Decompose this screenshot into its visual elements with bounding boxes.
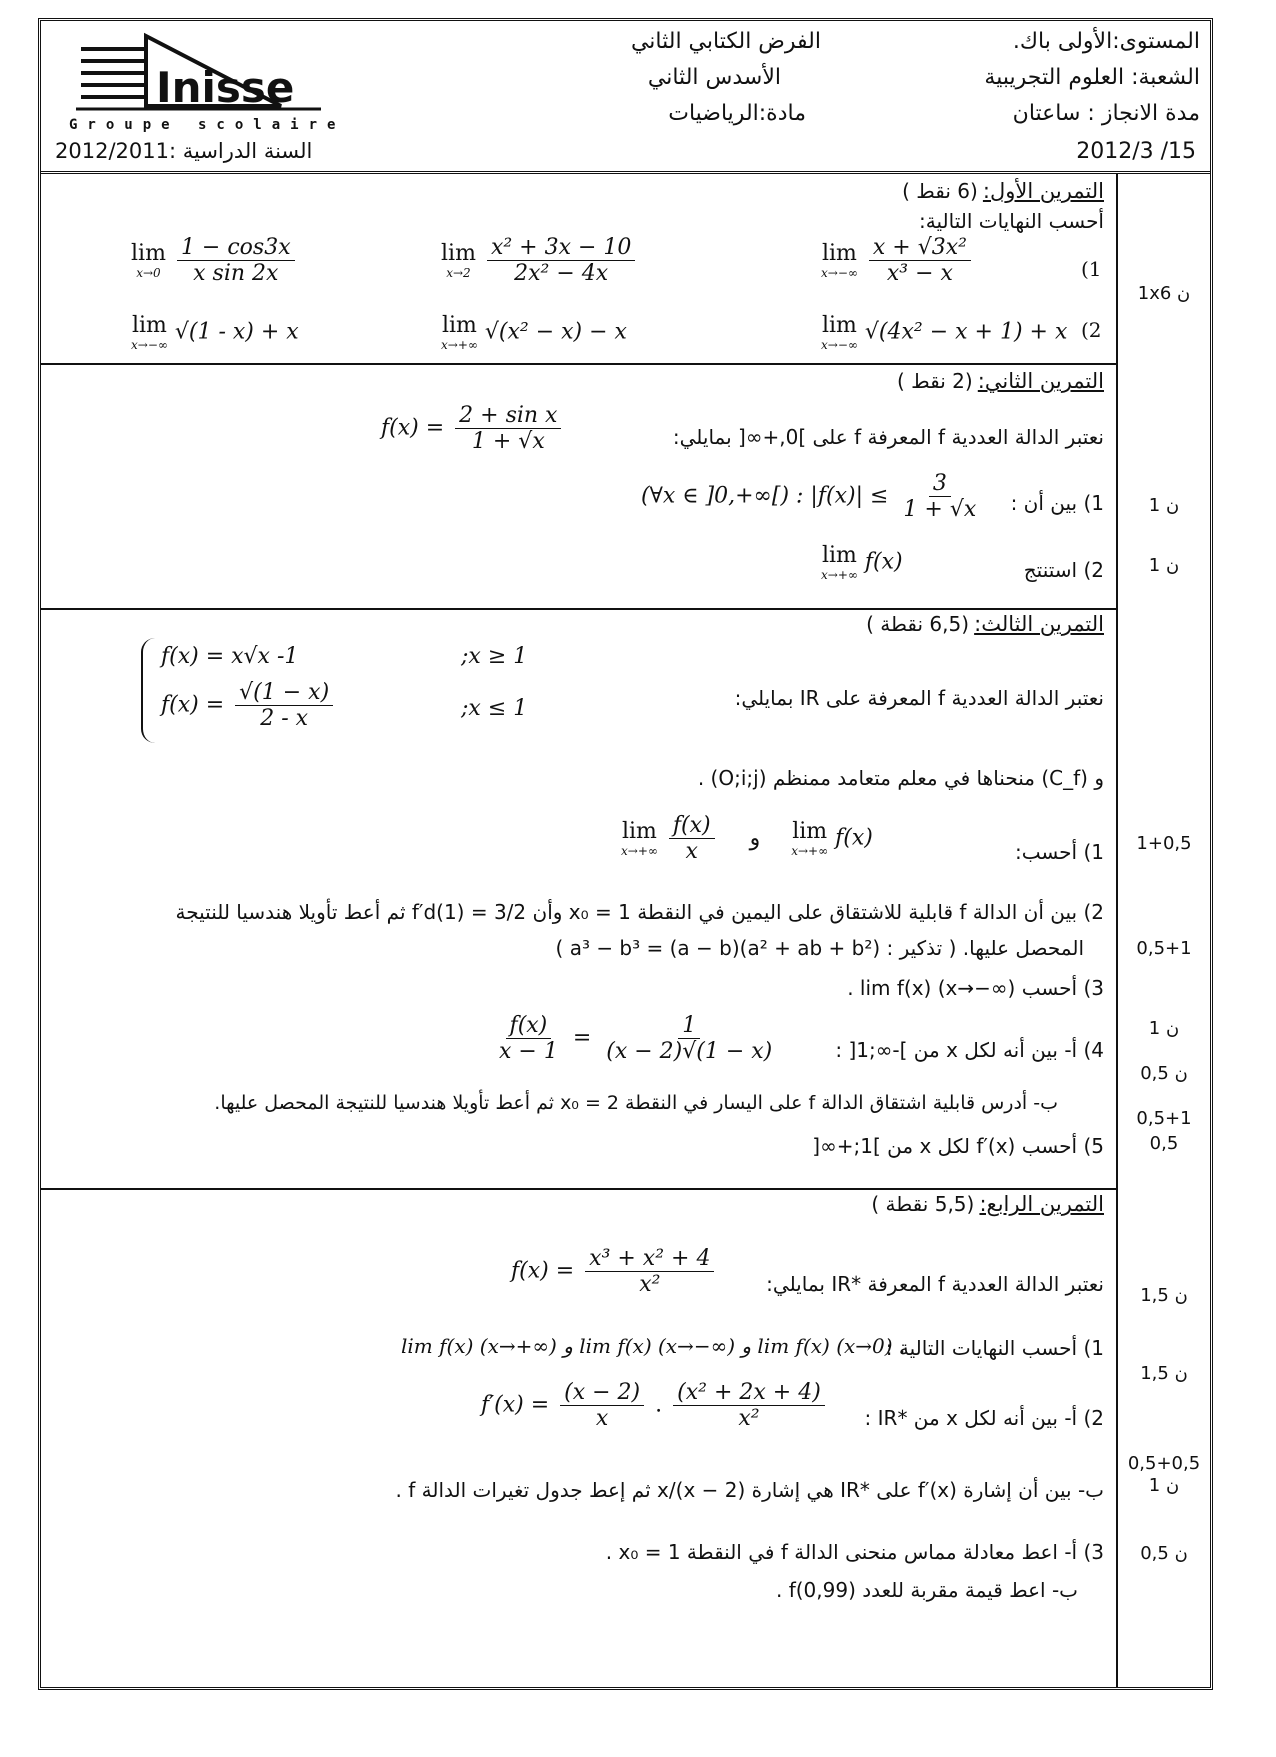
frac-num: 3 <box>929 471 951 497</box>
exam-date: 2012/3 /15 <box>1076 139 1196 164</box>
semester: الأسدس الثاني <box>647 65 781 90</box>
lim-expr: f(x) <box>835 825 873 851</box>
ex2-function <box>381 403 565 454</box>
lim-sub: x→0 <box>136 266 161 280</box>
ex3-curve: و (C_f) منحناها في معلم متعامد ممنظم (O;i;j) . <box>697 766 1104 790</box>
frac-num: √(1 − x) <box>235 680 333 706</box>
ex3-q1: 1) أحسب: <box>1014 840 1104 864</box>
ex3-q4a: 4) أ- بين أنه لكل x من ]-∞;1[ : <box>835 1038 1104 1062</box>
frac-den: 1 + √x <box>471 429 545 454</box>
frac-num: (x − 2) <box>560 1380 644 1406</box>
ex3-q2-line1: 2) بين أن الدالة f قابلية للاشتقاق على اليمين في النقطة x₀ = 1 وأن f′d(1) = 3/2 ثم أعط تأويلا هندسيا للنتيجة <box>175 900 1104 924</box>
header <box>41 21 1210 174</box>
duration: مدة الانجاز : ساعتان <box>1012 101 1200 126</box>
frac-den: x² <box>738 1406 760 1431</box>
frac-den: (x − 2)√(1 − x) <box>606 1039 773 1064</box>
exercise-2 <box>41 363 1118 610</box>
ex1-limit-2 <box>441 235 639 286</box>
frac-num: x² + 3x − 10 <box>487 235 635 261</box>
ex4-intro-score: 1,5 ن <box>1140 1285 1188 1306</box>
ex3-q3-score: 1 ن <box>1148 1018 1180 1039</box>
frac-num: f(x) <box>669 813 715 839</box>
exercise-3 <box>41 608 1118 1190</box>
frac-num: x³ + x² + 4 <box>585 1246 714 1272</box>
lim-sub: x→−∞ <box>131 338 168 352</box>
ex3-intro: نعتبر الدالة العددية f المعرفة على IR بمايلي: <box>734 686 1104 710</box>
ex1-row1-number: (1 <box>1081 257 1102 281</box>
frac-den: 2x² − 4x <box>514 261 609 286</box>
ex3-case2-cond: ;x ≤ 1 <box>461 696 528 721</box>
ex2-q1-score: 1 ن <box>1148 495 1180 516</box>
lim-sub: x→−∞ <box>821 266 858 280</box>
lim-text: lim <box>441 241 476 266</box>
exercise-4 <box>41 1188 1118 1688</box>
ex3-heading <box>866 612 1104 636</box>
frac-num: 1 − cos3x <box>177 235 295 261</box>
ex3-q3: 3) أحسب lim f(x) (x→−∞) . <box>847 976 1104 1000</box>
lim-text: lim <box>821 241 857 266</box>
ex1-instruction: أحسب النهايات التالية: <box>919 209 1104 233</box>
lim-text: lim <box>821 543 857 568</box>
ex4-title: التمرين الرابع: <box>979 1192 1104 1216</box>
subject: مادة:الرياضيات <box>668 101 806 126</box>
ex3-q4a-math: $\frac{f(x)}{x - 1}$ = $\frac{1}{(x - 2)√(1 - x)}$ <box>491 1013 780 1064</box>
frac-num: x + √3x² <box>869 235 971 261</box>
lim-text: lim <box>621 819 657 844</box>
case2-lhs: f(x) = <box>161 692 225 718</box>
ex3-q5-score: 0,5 <box>1149 1133 1179 1154</box>
ex3-case1: f(x) = x√x -1 <box>161 644 299 669</box>
ex2-heading <box>897 369 1104 393</box>
lim-text: lim <box>131 313 167 338</box>
ex1-row2-number: (2 <box>1081 318 1102 342</box>
ex2-q2-score: 1 ن <box>1148 555 1180 576</box>
ex1-limit-5 <box>441 313 627 352</box>
ex2-q2: 2) استنتج <box>1023 558 1104 582</box>
lim-expr: f(x) <box>864 549 903 575</box>
ex3-case1-cond: ;x ≥ 1 <box>461 644 528 669</box>
frac-num: f(x) <box>506 1013 552 1039</box>
ex4-q1: 1) أحسب النهايات التالية : <box>885 1336 1104 1360</box>
ex2-title: التمرين الثاني: <box>977 369 1104 393</box>
ex2-q2-math <box>821 543 903 582</box>
frac-den: 1 + √x <box>903 497 977 522</box>
ex4-q2a: 2) أ- بين أنه لكل x من *IR : <box>864 1406 1104 1430</box>
lim-text: lim <box>441 313 477 338</box>
ex2-q1-math <box>641 471 984 522</box>
ex4-q2a-math: f′(x) = $\frac{(x - 2)}{x}$ . $\frac{\text{(x² + 2x + 4)}}{\text{x²}}$ <box>481 1380 829 1431</box>
ex1-limit-1 <box>821 235 975 286</box>
ex4-heading <box>871 1192 1104 1216</box>
ex1-points: (6 نقط ) <box>902 179 978 203</box>
and-word: و <box>749 825 761 851</box>
ex4-q2a-score: 1,5 ن <box>1140 1363 1188 1384</box>
ex4-q1-lims: lim f(x) (x→+∞) و lim f(x) (x→−∞) و lim f(x) (x→0) . <box>401 1334 906 1358</box>
frac-den: x <box>685 839 698 864</box>
ex4-q2b: ب- بين أن إشارة f′(x) على *IR هي إشارة (x − 2)/x ثم إعط جدول تغيرات الدالة f . <box>395 1478 1104 1502</box>
frac-num: 1 <box>678 1013 700 1039</box>
ex4-points: (5,5 نقطة ) <box>871 1192 975 1216</box>
ex4-function <box>511 1246 718 1297</box>
lim-text: lim <box>792 819 828 844</box>
ex4-q3b: ب- اعط قيمة مقربة للعدد f(0,99) . <box>775 1578 1078 1602</box>
school-subtitle: Groupe scolaire <box>69 117 346 133</box>
lim-sub: x→−∞ <box>821 338 858 352</box>
ex1-limit-6 <box>131 313 299 352</box>
school-year: السنة الدراسية :2012/2011 <box>55 139 313 163</box>
lim-expr: √(1 - x) + x <box>174 319 299 345</box>
lim-sub: x→2 <box>446 266 471 280</box>
ex3-q1-math <box>621 813 873 864</box>
q1-expr: (∀x ∈ ]0,+∞[) : |f(x)| ≤ <box>641 483 889 509</box>
ex3-q1-score: 1+0,5 <box>1136 833 1192 854</box>
frac-den: x − 1 <box>499 1039 558 1064</box>
level: المستوى:الأولى باك. <box>1012 29 1200 54</box>
lim-sub: x→+∞ <box>441 338 478 352</box>
ex3-points: (6,5 نقطة ) <box>866 612 970 636</box>
ex3-q4b: ب- أدرس قابلية اشتقاق الدالة f على اليسار في النقطة x₀ = 2 ثم أعط تأويلا هندسيا للنتيجة المحصل عليها. <box>214 1092 1058 1114</box>
lim-sub: x→+∞ <box>791 844 829 858</box>
ex3-q5: 5) أحسب f′(x) لكل x من ]1;+∞[ <box>812 1134 1104 1158</box>
lim-expr: √(4x² − x + 1) + x <box>864 319 1068 345</box>
ex2-points: (2 نقط ) <box>896 369 973 393</box>
frac-num: (x² + 2x + 4) <box>673 1380 825 1406</box>
ex3-case2 <box>161 680 337 731</box>
school-name: Inisse <box>156 63 295 112</box>
branch: الشعبة: العلوم التجريبية <box>984 65 1200 90</box>
frac-den: x² <box>639 1272 661 1297</box>
ex4-q3a: 3) أ- اعط معادلة مماس منحنى الدالة f في النقطة x₀ = 1 . <box>605 1540 1104 1564</box>
lim-text: lim <box>131 241 166 266</box>
frac-den: x sin 2x <box>193 261 279 286</box>
ex2-q1: 1) بين أن : <box>1010 491 1104 515</box>
ex4-q2b-score: 0,5+0,5 <box>1127 1453 1201 1474</box>
ex3-q4a-score: 0,5 ن <box>1140 1063 1188 1084</box>
frac-num: 2 + sin x <box>455 403 561 429</box>
exercise-1 <box>41 173 1118 365</box>
ex3-q4b-score: 0,5+1 <box>1136 1108 1192 1129</box>
ex1-limit-4 <box>821 313 1067 352</box>
ex3-q2-score: 0,5+1 <box>1136 938 1192 959</box>
func-lhs: f(x) = <box>511 1258 575 1284</box>
ex1-limit-3 <box>131 235 299 286</box>
page-frame <box>38 18 1213 1690</box>
ex2-intro: نعتبر الدالة العددية f المعرفة f على ]0,+∞[ بمايلي: <box>672 425 1104 449</box>
ex4-q3a-score: 0,5 ن <box>1140 1543 1188 1564</box>
frac-den: x <box>595 1406 609 1431</box>
ex4-intro: نعتبر الدالة العددية f المعرفة *IR بمايلي: <box>766 1272 1104 1296</box>
lim-sub: x→+∞ <box>621 844 658 858</box>
ex3-title: التمرين الثالث: <box>974 612 1104 636</box>
exam-body <box>41 173 1210 1687</box>
lim-expr: √(x² − x) − x <box>484 319 627 345</box>
ex1-heading <box>902 179 1104 203</box>
ex1-score: 1x6 ن <box>1137 283 1191 304</box>
exam-title: الفرض الكتابي الثاني <box>630 29 821 54</box>
frac-den: x³ − x <box>886 261 953 286</box>
deriv-lhs: f′(x) = <box>481 1392 550 1418</box>
ex1-title: التمرين الأول: <box>982 179 1104 203</box>
lim-sub: x→+∞ <box>821 568 858 582</box>
frac-den: 2 - x <box>260 706 309 731</box>
ex3-q2-line2: المحصل عليها. ( تذكير : a³ − b³ = (a − b)(a² + ab + b²) ) <box>555 936 1084 960</box>
ex4-q2b-score-2: 1 ن <box>1148 1475 1180 1496</box>
func-lhs: f(x) = <box>381 415 445 441</box>
lim-text: lim <box>821 313 857 338</box>
